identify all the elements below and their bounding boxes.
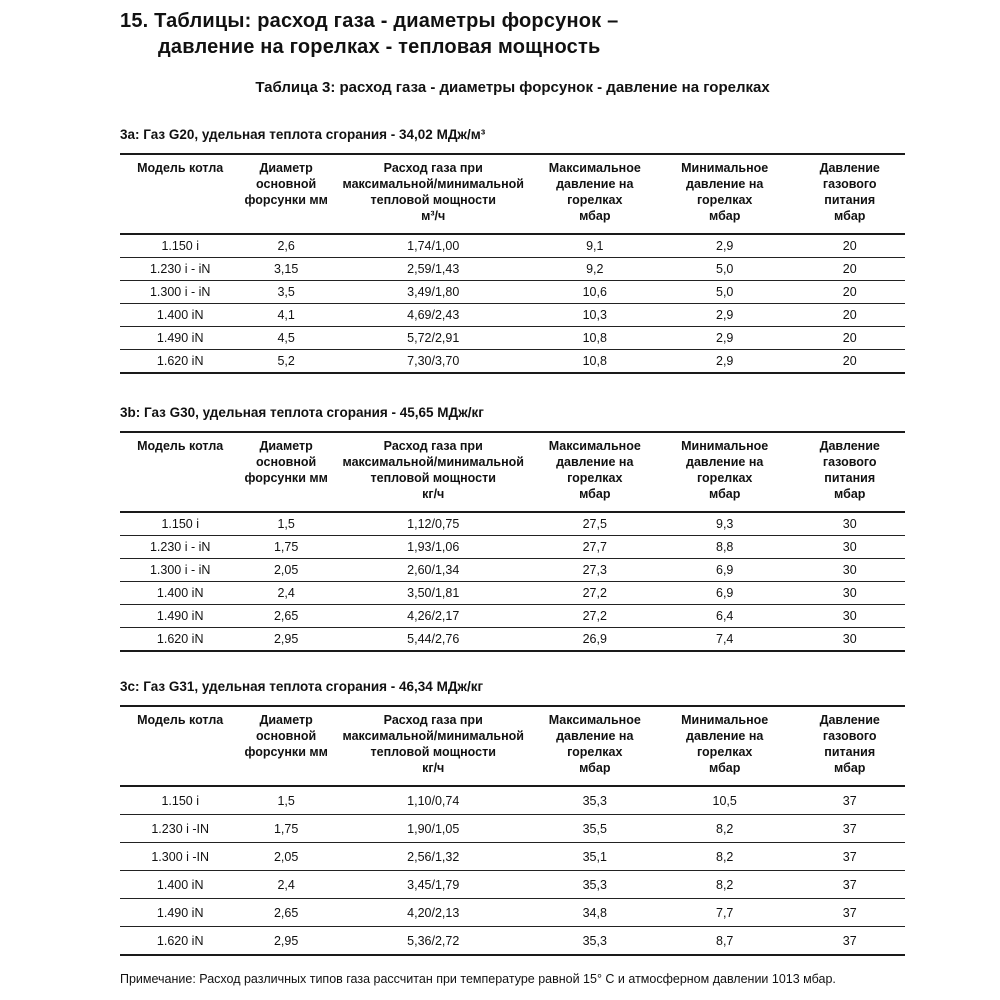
table-cell: 37 [794, 927, 905, 956]
table-cell: 1.620 iN [120, 350, 240, 374]
section-table-3b [120, 405, 905, 652]
table-cell: 1,75 [240, 536, 331, 559]
table-cell: 3,50/1,81 [332, 582, 535, 605]
table-cell: 10,8 [535, 350, 655, 374]
table-cell: 4,1 [240, 304, 331, 327]
table-cell: 3,5 [240, 281, 331, 304]
column-header: Расход газа при максимальной/минимальной тепловой мощности кг/ч [332, 706, 535, 786]
table-cell: 1.230 i - iN [120, 536, 240, 559]
column-header: Диаметр основной форсунки мм [240, 432, 331, 512]
table-row [120, 350, 905, 374]
table-cell: 7,30/3,70 [332, 350, 535, 374]
column-header: Модель котла [120, 706, 240, 786]
table-cell: 37 [794, 843, 905, 871]
table-cell: 27,2 [535, 605, 655, 628]
column-header: Максимальное давление на горелках мбар [535, 154, 655, 234]
table-cell: 20 [794, 350, 905, 374]
table-cell: 20 [794, 281, 905, 304]
table-row [120, 258, 905, 281]
table-cell: 2,60/1,34 [332, 559, 535, 582]
table-cell: 2,65 [240, 605, 331, 628]
table-cell: 2,59/1,43 [332, 258, 535, 281]
gas-table-3c [120, 705, 905, 956]
column-header: Минимальное давление на горелках мбар [655, 432, 794, 512]
table-cell: 1.400 iN [120, 582, 240, 605]
table-row [120, 871, 905, 899]
header-row [120, 154, 905, 234]
table-row [120, 536, 905, 559]
table-cell: 1.230 i - iN [120, 258, 240, 281]
column-header: Модель котла [120, 432, 240, 512]
table-cell: 3,49/1,80 [332, 281, 535, 304]
table-cell: 2,05 [240, 843, 331, 871]
table-cell: 4,69/2,43 [332, 304, 535, 327]
table-cell: 1.490 iN [120, 899, 240, 927]
section-table-3a [120, 127, 905, 374]
table-cell: 30 [794, 536, 905, 559]
table-3a-caption: 3a: Газ G20, удельная теплота сгорания - 34,02 МДж/м³ [120, 127, 486, 142]
table-3b-caption: 3b: Газ G30, удельная теплота сгорания - 45,65 МДж/кг [120, 405, 484, 420]
table-cell: 5,0 [655, 258, 794, 281]
column-header: Диаметр основной форсунки мм [240, 154, 331, 234]
table-row [120, 927, 905, 956]
table-cell: 8,2 [655, 815, 794, 843]
column-header: Расход газа при максимальной/минимальной тепловой мощности кг/ч [332, 432, 535, 512]
table-cell: 20 [794, 304, 905, 327]
section-table-3c [120, 679, 905, 956]
table-row [120, 843, 905, 871]
table-cell: 2,95 [240, 927, 331, 956]
table-row [120, 628, 905, 652]
table-cell: 20 [794, 258, 905, 281]
table-cell: 27,2 [535, 582, 655, 605]
table-cell: 8,2 [655, 871, 794, 899]
table-cell: 10,5 [655, 786, 794, 815]
table-cell: 1,10/0,74 [332, 786, 535, 815]
column-header: Минимальное давление на горелках мбар [655, 154, 794, 234]
table-cell: 4,20/2,13 [332, 899, 535, 927]
table-cell: 2,05 [240, 559, 331, 582]
table-cell: 8,8 [655, 536, 794, 559]
table-cell: 3,45/1,79 [332, 871, 535, 899]
table-row [120, 605, 905, 628]
table-cell: 4,26/2,17 [332, 605, 535, 628]
table-cell: 37 [794, 871, 905, 899]
table-cell: 34,8 [535, 899, 655, 927]
table-3c-caption: 3c: Газ G31, удельная теплота сгорания - 46,34 МДж/кг [120, 679, 484, 694]
table-cell: 2,9 [655, 304, 794, 327]
table-cell: 37 [794, 815, 905, 843]
table-cell: 1.400 iN [120, 871, 240, 899]
table-cell: 30 [794, 559, 905, 582]
table-cell: 27,7 [535, 536, 655, 559]
table-cell: 2,9 [655, 234, 794, 258]
table-cell: 1.300 i - iN [120, 281, 240, 304]
table-cell: 6,4 [655, 605, 794, 628]
table-row [120, 815, 905, 843]
table-cell: 1.620 iN [120, 628, 240, 652]
table-cell: 9,2 [535, 258, 655, 281]
table-cell: 2,65 [240, 899, 331, 927]
header-row [120, 432, 905, 512]
column-header: Модель котла [120, 154, 240, 234]
table-cell: 1.490 iN [120, 605, 240, 628]
table-3-subtitle: Таблица 3: расход газа - диаметры форсунок - давление на горелках [255, 79, 770, 96]
table-cell: 3,15 [240, 258, 331, 281]
table-cell: 27,5 [535, 512, 655, 536]
table-cell: 1.300 i - iN [120, 559, 240, 582]
table-cell: 35,1 [535, 843, 655, 871]
table-cell: 1.400 iN [120, 304, 240, 327]
column-header: Диаметр основной форсунки мм [240, 706, 331, 786]
table-cell: 1.490 iN [120, 327, 240, 350]
table-cell: 2,4 [240, 582, 331, 605]
table-cell: 30 [794, 512, 905, 536]
gas-table-3b [120, 431, 905, 652]
table-cell: 7,7 [655, 899, 794, 927]
table-row [120, 327, 905, 350]
table-cell: 8,2 [655, 843, 794, 871]
table-cell: 35,3 [535, 927, 655, 956]
column-header: Давление газового питания мбар [794, 432, 905, 512]
table-cell: 1.150 i [120, 234, 240, 258]
table-cell: 1,93/1,06 [332, 536, 535, 559]
table-cell: 1.230 i -IN [120, 815, 240, 843]
table-cell: 10,8 [535, 327, 655, 350]
page-title-line2: давление на горелках - тепловая мощность [158, 36, 601, 58]
table-cell: 27,3 [535, 559, 655, 582]
table-row [120, 582, 905, 605]
table-cell: 10,3 [535, 304, 655, 327]
table-cell: 1.620 iN [120, 927, 240, 956]
table-cell: 5,2 [240, 350, 331, 374]
column-header: Максимальное давление на горелках мбар [535, 432, 655, 512]
table-cell: 1,12/0,75 [332, 512, 535, 536]
table-cell: 6,9 [655, 559, 794, 582]
table-cell: 9,1 [535, 234, 655, 258]
table-cell: 1,5 [240, 786, 331, 815]
table-cell: 30 [794, 582, 905, 605]
table-cell: 2,9 [655, 327, 794, 350]
footnote: Примечание: Расход различных типов газа рассчитан при температуре равной 15° С и атмосферном давлении 1013 мбар. [120, 972, 836, 986]
page-title [120, 8, 905, 60]
table-cell: 7,4 [655, 628, 794, 652]
table-cell: 30 [794, 628, 905, 652]
table-row [120, 899, 905, 927]
table-cell: 1.300 i -IN [120, 843, 240, 871]
table-cell: 2,56/1,32 [332, 843, 535, 871]
table-cell: 9,3 [655, 512, 794, 536]
table-cell: 35,5 [535, 815, 655, 843]
column-header: Давление газового питания мбар [794, 706, 905, 786]
table-cell: 37 [794, 899, 905, 927]
table-cell: 1.150 i [120, 786, 240, 815]
table-cell: 4,5 [240, 327, 331, 350]
table-cell: 10,6 [535, 281, 655, 304]
column-header: Расход газа при максимальной/минимальной тепловой мощности м³/ч [332, 154, 535, 234]
table-cell: 5,36/2,72 [332, 927, 535, 956]
table-cell: 5,72/2,91 [332, 327, 535, 350]
table-cell: 1,75 [240, 815, 331, 843]
table-cell: 5,44/2,76 [332, 628, 535, 652]
table-cell: 5,0 [655, 281, 794, 304]
table-cell: 35,3 [535, 871, 655, 899]
header-row [120, 706, 905, 786]
table-row [120, 234, 905, 258]
table-cell: 2,95 [240, 628, 331, 652]
table-cell: 35,3 [535, 786, 655, 815]
table-cell: 37 [794, 786, 905, 815]
table-cell: 30 [794, 605, 905, 628]
table-cell: 1.150 i [120, 512, 240, 536]
table-cell: 1,74/1,00 [332, 234, 535, 258]
table-cell: 1,90/1,05 [332, 815, 535, 843]
column-header: Максимальное давление на горелках мбар [535, 706, 655, 786]
table-cell: 8,7 [655, 927, 794, 956]
table-cell: 2,6 [240, 234, 331, 258]
column-header: Давление газового питания мбар [794, 154, 905, 234]
gas-table-3a [120, 153, 905, 374]
table-cell: 20 [794, 327, 905, 350]
table-cell: 20 [794, 234, 905, 258]
table-row [120, 559, 905, 582]
table-row [120, 786, 905, 815]
table-cell: 1,5 [240, 512, 331, 536]
table-cell: 6,9 [655, 582, 794, 605]
table-cell: 2,9 [655, 350, 794, 374]
table-cell: 2,4 [240, 871, 331, 899]
column-header: Минимальное давление на горелках мбар [655, 706, 794, 786]
table-row [120, 512, 905, 536]
table-cell: 26,9 [535, 628, 655, 652]
table-row [120, 281, 905, 304]
page-title-line1: 15. Таблицы: расход газа - диаметры форсунок – [120, 10, 619, 32]
table-row [120, 304, 905, 327]
